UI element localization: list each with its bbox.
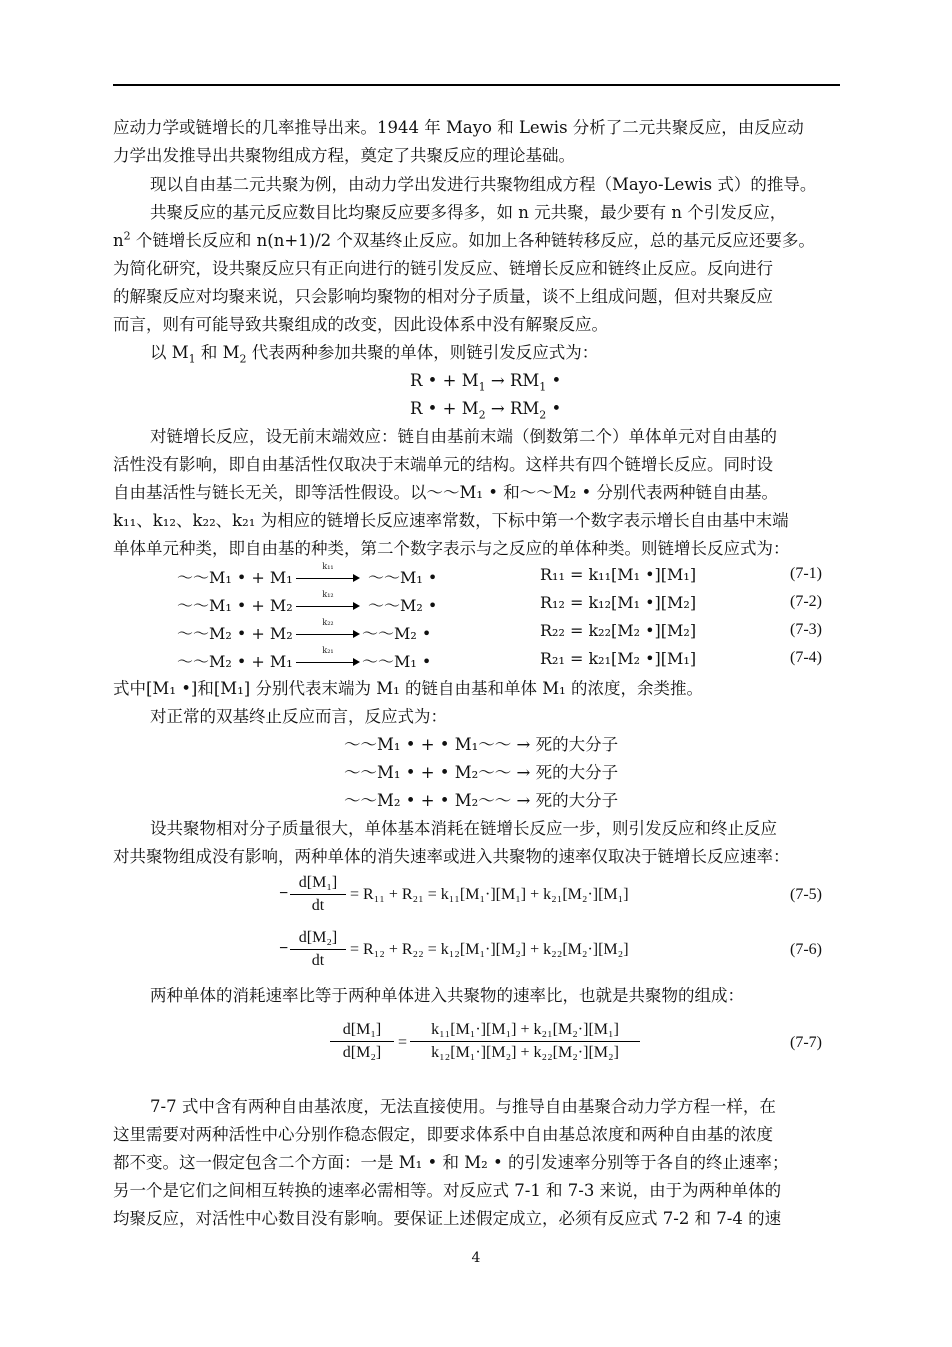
paragraph-8-line-1: 设共聚物相对分子质量很大，单体基本消耗在链增长反应一步，则引发反应和终止反应 [150, 819, 777, 838]
fraction [290, 929, 346, 970]
page-number: 4 [471, 1250, 481, 1266]
paragraph-5-line-2: 活性没有影响，即自由基活性仅取决于末端单元的结构。这样共有四个链增长反应。同时设 [113, 455, 773, 474]
equation-number: (7-2) [790, 593, 822, 610]
propagation-lhs: ～～M₁ • + M₁ [177, 568, 293, 587]
paragraph-8-line-2: 对共聚物组成没有影响，两种单体的消失速率或进入共聚物的速率仅取决于链增长反应速率： [113, 847, 790, 866]
paragraph-2: 现以自由基二元共聚为例，由动力学出发进行共聚物组成方程（Mayo-Lewis 式）的推导。 [150, 175, 817, 194]
paragraph-5-line-5: 单体单元种类，即自由基的种类，第二个数字表示与之反应的单体种类。则链增长反应式为： [113, 539, 790, 558]
numerator: d[M₁] [330, 1021, 394, 1042]
equation-number: (7-5) [790, 886, 822, 903]
paragraph-1-line-1: 应动力学或链增长的几率推导出来。1944 年 Mayo 和 Lewis 分析了二元共聚反应，由反应动 [113, 118, 804, 137]
reaction-arrow: k₁₂ [296, 596, 360, 610]
fraction [290, 874, 346, 915]
paragraph-4: 以 $M_1$ 和 $M_2$ 代表两种参加共聚的单体，则链引发反应式为： [150, 343, 599, 366]
equation-number: (7-6) [790, 941, 822, 958]
paragraph-10-line-5: 均聚反应，对活性中心数目没有影响。要保证上述假定成立，必须有反应式 7-2 和 7-4 的速 [113, 1209, 782, 1228]
paragraph-9: 两种单体的消耗速率比等于两种单体进入共聚物的速率比，也就是共聚物的组成： [150, 986, 744, 1005]
propagation-lhs: ～～M₂ • + M₂ [177, 624, 293, 643]
propagation-rate: R₂₂ = k₂₂[M₂ •][M₂] [540, 621, 697, 640]
initiation-eq-1: R • + $M_1 \to RM_1$ • [410, 371, 562, 394]
minus-sign: − [279, 885, 289, 902]
paragraph-10-line-3: 都不变。这一假定包含二个方面：一是 M₁ • 和 M₂ • 的引发速率分别等于各自的终止速率； [113, 1153, 789, 1172]
propagation-rate: R₂₁ = k₂₁[M₂ •][M₁] [540, 649, 697, 668]
equation-number: (7-3) [790, 621, 822, 638]
termination-eq-1: ～～M₁ • + • M₁～～ → 死的大分子 [344, 735, 619, 754]
equation-rhs: = R₁₂ + R₂₂ = k₁₂[M₁·][M₂] + k₂₂[M₂·][M₂] [350, 941, 629, 958]
paragraph-3-line-5: 而言，则有可能导致共聚组成的改变，因此设体系中没有解聚反应。 [113, 315, 608, 334]
paragraph-3-line-3: 为简化研究，设共聚反应只有正向进行的链引发反应、链增长反应和链终止反应。反向进行 [113, 259, 773, 278]
paragraph-6: 式中[M₁ •]和[M₁] 分别代表末端为 M₁ 的链自由基和单体 M₁ 的浓度，余类推。 [113, 679, 703, 698]
numerator: k₁₁[M₁·][M₁] + k₂₁[M₂·][M₁] [410, 1021, 640, 1042]
paragraph-10-line-4: 另一个是它们之间相互转换的速率必需相等。对反应式 7-1 和 7-3 来说，由于为两种单体的 [113, 1181, 782, 1200]
paragraph-10-line-1: 7-7 式中含有两种自由基浓度，无法直接使用。与推导自由基聚合动力学方程一样，在 [150, 1097, 776, 1116]
paragraph-10-line-2: 这里需要对两种活性中心分别作稳态假定，即要求体系中自由基总浓度和两种自由基的浓度 [113, 1125, 773, 1144]
paragraph-5-line-3: 自由基活性与链长无关，即等活性假设。以～～M₁ • 和～～M₂ • 分别代表两种链自由基。 [113, 483, 778, 502]
equation-number: (7-7) [790, 1034, 822, 1051]
paragraph-3-line-4: 的解聚反应对均聚来说，只会影响均聚物的相对分子质量，谈不上组成问题，但对共聚反应 [113, 287, 773, 306]
numerator: d[M₂] [290, 929, 346, 950]
denominator: d[M₂] [342, 1044, 382, 1061]
propagation-product: ～～M₂ • [362, 624, 432, 643]
propagation-product: ～～M₂ • [368, 596, 438, 615]
termination-eq-3: ～～M₂ • + • M₂～～ → 死的大分子 [344, 791, 619, 810]
fraction-right [410, 1021, 640, 1062]
propagation-rate: R₁₁ = k₁₁[M₁ •][M₁] [540, 565, 697, 584]
reaction-arrow: k₁₁ [296, 568, 360, 582]
denominator: k₁₂[M₁·][M₂] + k₂₂[M₂·][M₂] [431, 1044, 619, 1061]
minus-sign: − [279, 940, 289, 957]
numerator: d[M₁] [290, 874, 346, 895]
denominator: dt [311, 952, 325, 969]
paragraph-5-line-1: 对链增长反应，设无前末端效应：链自由基前末端（倒数第二个）单体单元对自由基的 [150, 427, 777, 446]
paragraph-3-line-2: $n^2$ 个链增长反应和 n(n+1)/2 个双基终止反应。如加上各种链转移反应，总的基元反应还要多。 [113, 229, 815, 250]
propagation-lhs: ～～M₁ • + M₂ [177, 596, 293, 615]
propagation-product: ～～M₁ • [368, 568, 438, 587]
reaction-arrow: k₂₂ [296, 624, 360, 638]
propagation-lhs: ～～M₂ • + M₁ [177, 652, 293, 671]
equation-number: (7-1) [790, 565, 822, 582]
paragraph-3-line-1: 共聚反应的基元反应数目比均聚反应要多得多，如 n 元共聚，最少要有 n 个引发反应， [150, 203, 787, 222]
fraction-left [330, 1021, 394, 1062]
equation-rhs: = R₁₁ + R₂₁ = k₁₁[M₁·][M₁] + k₂₁[M₂·][M₁] [350, 886, 629, 903]
propagation-rate: R₁₂ = k₁₂[M₁ •][M₂] [540, 593, 697, 612]
initiation-eq-2: R • + $M_2 \to RM_2$ • [410, 399, 562, 422]
paragraph-1-line-2: 力学出发推导出共聚物组成方程，奠定了共聚反应的理论基础。 [113, 146, 575, 165]
denominator: dt [311, 897, 325, 914]
paragraph-7: 对正常的双基终止反应而言，反应式为： [150, 707, 447, 726]
equation-number: (7-4) [790, 649, 822, 666]
paragraph-5-line-4: k₁₁、k₁₂、k₂₂、k₂₁ 为相应的链增长反应速率常数，下标中第一个数字表示增长自由基中末端 [113, 511, 789, 530]
termination-eq-2: ～～M₁ • + • M₂～～ → 死的大分子 [344, 763, 619, 782]
propagation-product: ～～M₁ • [362, 652, 432, 671]
reaction-arrow: k₂₁ [296, 652, 360, 666]
header-rule [113, 84, 840, 86]
equals-sign: = [398, 1034, 408, 1051]
